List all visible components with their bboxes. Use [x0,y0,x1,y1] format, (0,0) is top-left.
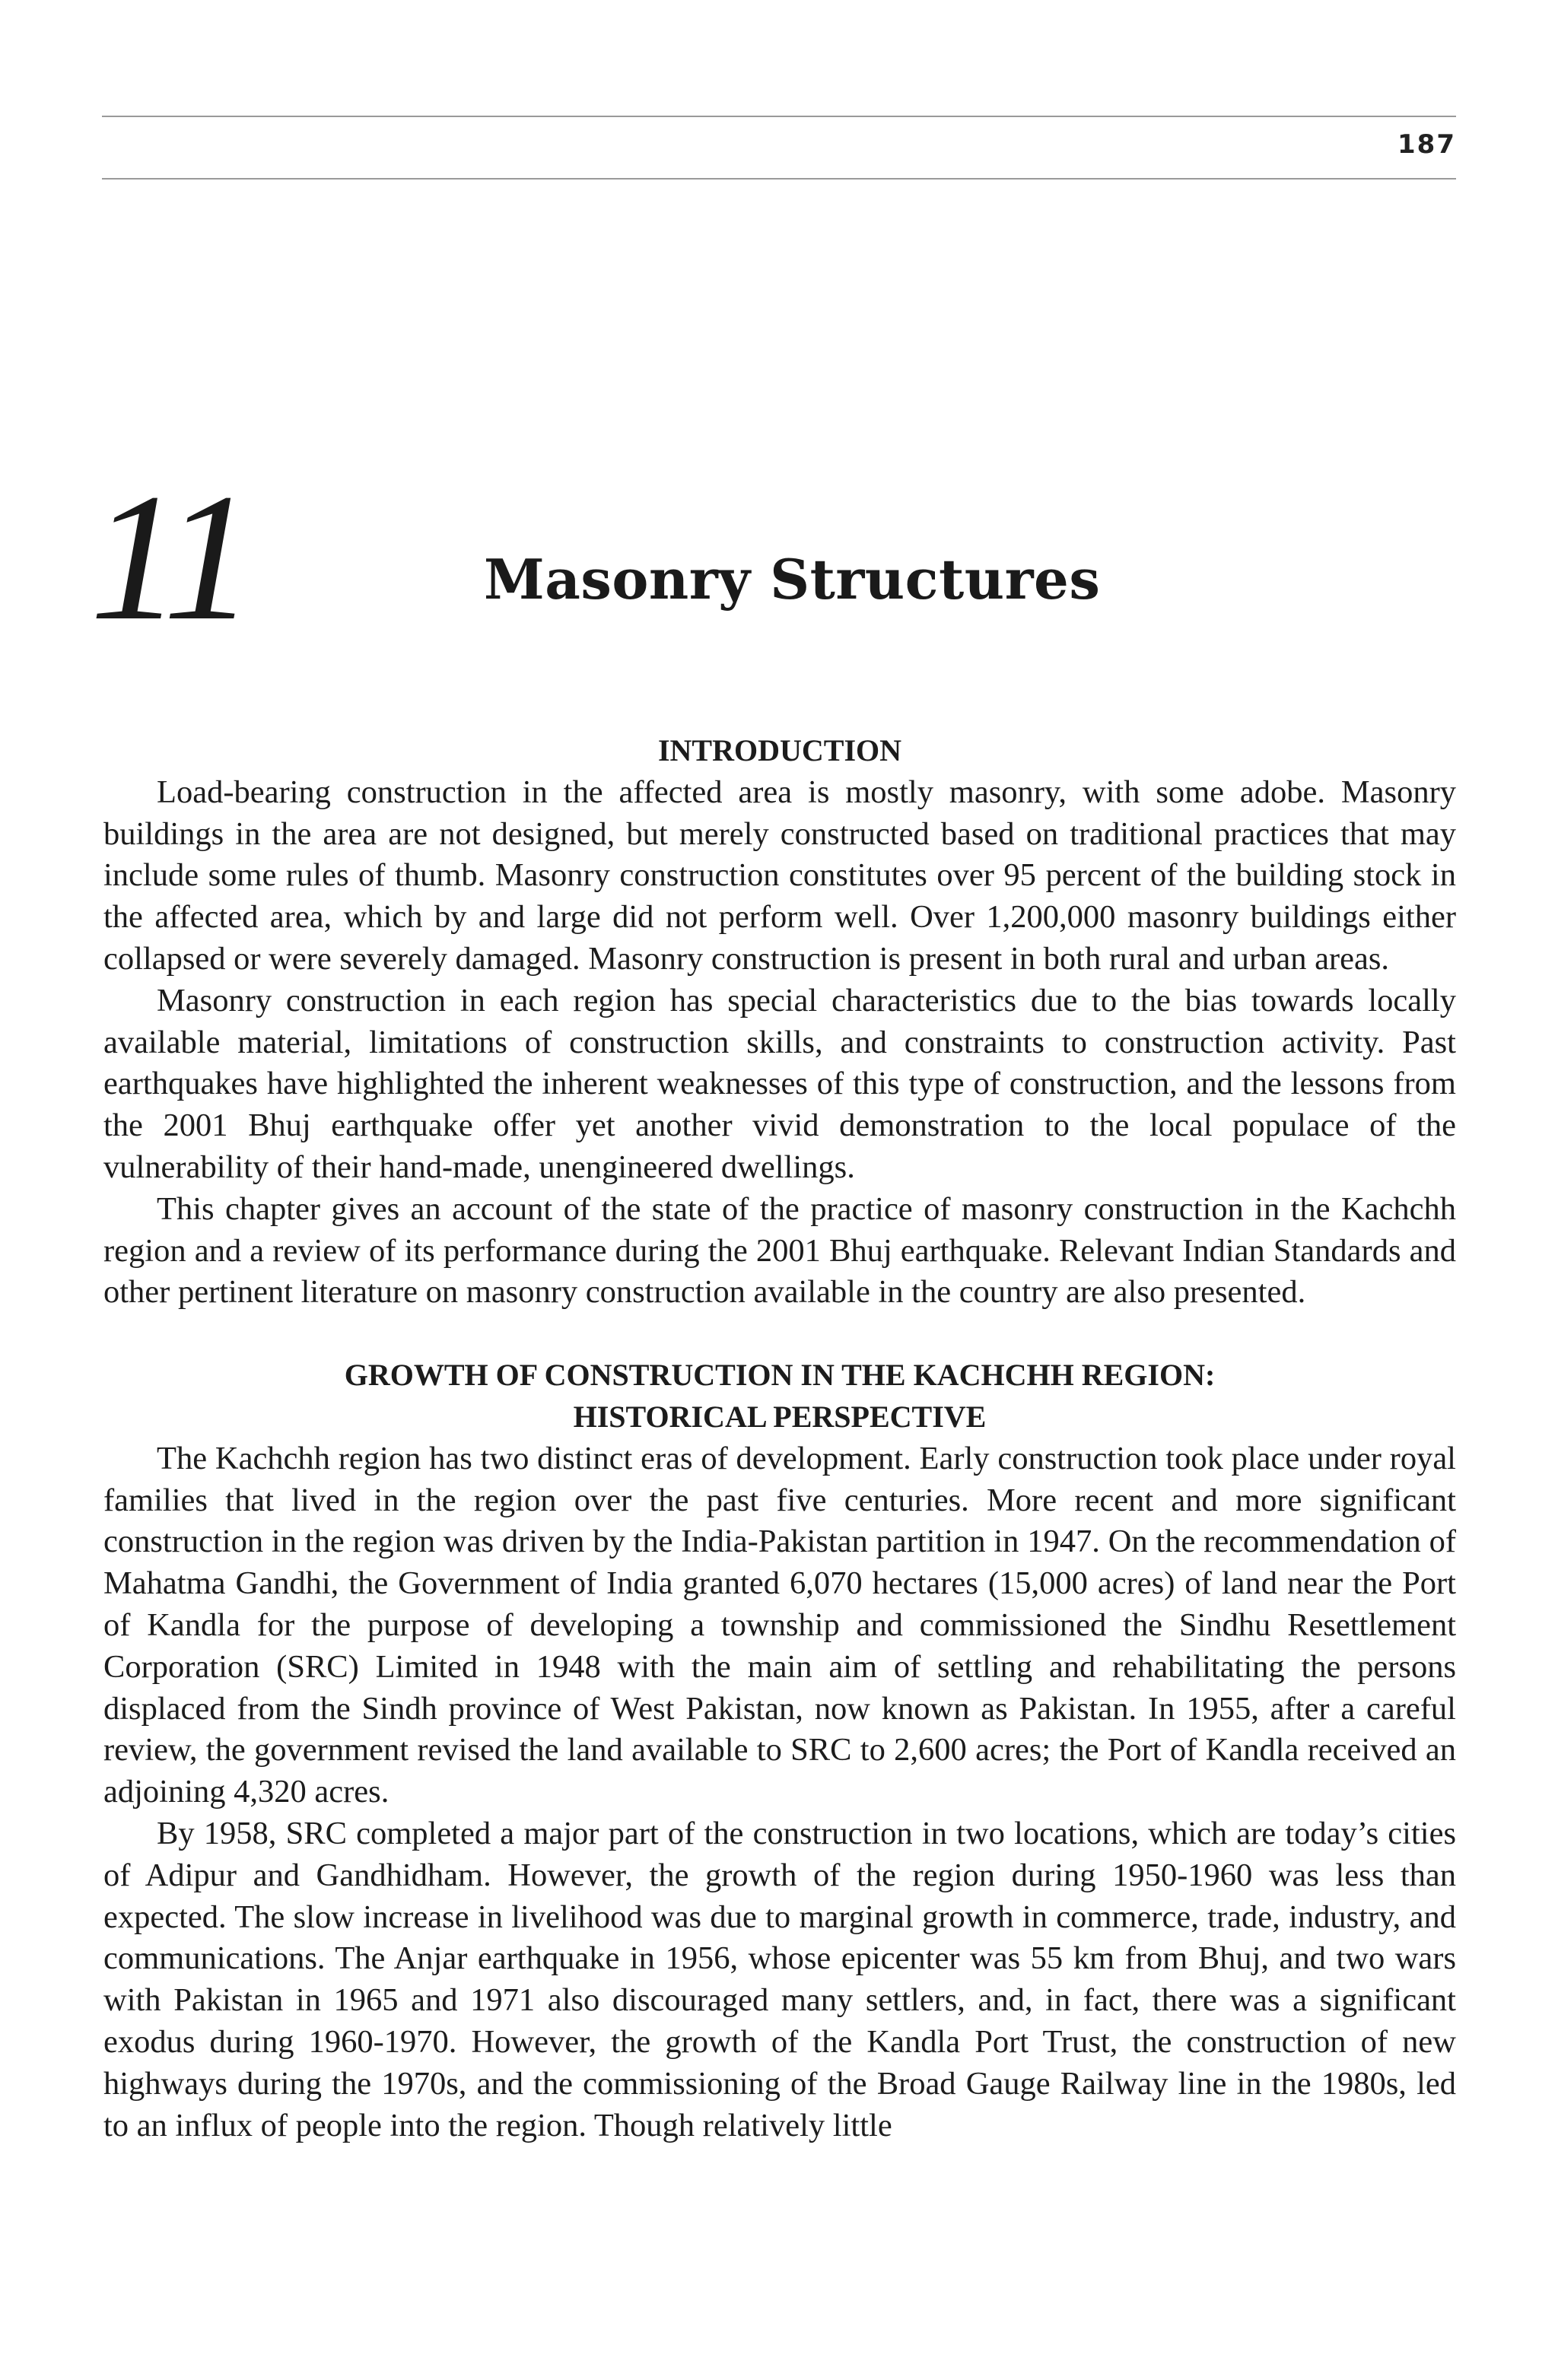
paragraph: Load-bearing construction in the affected area is mostly masonry, with some adobe. Masonry buildings in the area are not designed, but merely constructed based on traditional practices that may include some rules of thumb. Masonry construction constitutes over 95 percent of the building stock in the affected area, which by and large did not perform well. Over 1,200,000 masonry buildings either collapsed or were severely damaged. Masonry construction is present in both rural and urban areas. [103,774,1456,977]
section-heading-growth: GROWTH OF CONSTRUCTION IN THE KACHCHH REGION: [344,1358,1216,1393]
header-rule-top [102,116,1456,117]
page-number: 187 [1397,129,1456,160]
section-heading-introduction: INTRODUCTION [657,733,902,767]
paragraph: This chapter gives an account of the state of the practice of masonry construction in the Kachchh region and a review of its performance during the 2001 Bhuj earthquake. Relevant Indian Standards and other pertinent literature on masonry construction available in the country are also presented. [103,1190,1456,1311]
section-heading-growth-subtitle: HISTORICAL PERSPECTIVE [573,1399,987,1434]
chapter-body [103,730,1456,2146]
chapter-number: 11 [90,456,250,658]
paragraph: By 1958, SRC completed a major part of the construction in two locations, which are today’s cities of Adipur and Gandhidham. However, the growth of the region during 1950-1960 was less than expected. The slow increase in livelihood was due to marginal growth in commerce, trade, industry, and communications. The Anjar earthquake in 1956, whose epicenter was 55 km from Bhuj, and two wars with Pakistan in 1965 and 1971 also discouraged many settlers, and, in fact, there was a significant exodus during 1960-1970. However, the growth of the Kandla Port Trust, the construction of new highways during the 1970s, and the commissioning of the Broad Gauge Railway line in the 1980s, led to an influx of people into the region. Though relatively little [103,1815,1456,2143]
paragraph: Masonry construction in each region has special characteristics due to the bias towards locally available material, limitations of construction skills, and constraints to construction activity. Past earthquakes have highlighted the inherent weaknesses of this type of construction, and the lessons from the 2001 Bhuj earthquake offer yet another vivid demonstration to the local populace of the vulnerability of their hand-made, unengineered dwellings. [103,982,1456,1185]
header-rule-bottom [102,178,1456,180]
paragraph: The Kachchh region has two distinct eras of development. Early construction took place under royal families that lived in the region over the past five centuries. More recent and more significant construction in the region was driven by the India-Pakistan partition in 1947. On the recommendation of Mahatma Gandhi, the Government of India granted 6,070 hectares (15,000 acres) of land near the Port of Kandla for the purpose of developing a township and commissioned the Sindhu Resettlement Corporation (SRC) Limited in 1948 with the main aim of settling and rehabilitating the persons displaced from the Sindh province of West Pakistan, now known as Pakistan. In 1955, after a careful review, the government revised the land available to SRC to 2,600 acres; the Port of Kandla received an adjoining 4,320 acres. [103,1440,1456,1810]
chapter-title: Masonry Structures [484,547,1101,612]
